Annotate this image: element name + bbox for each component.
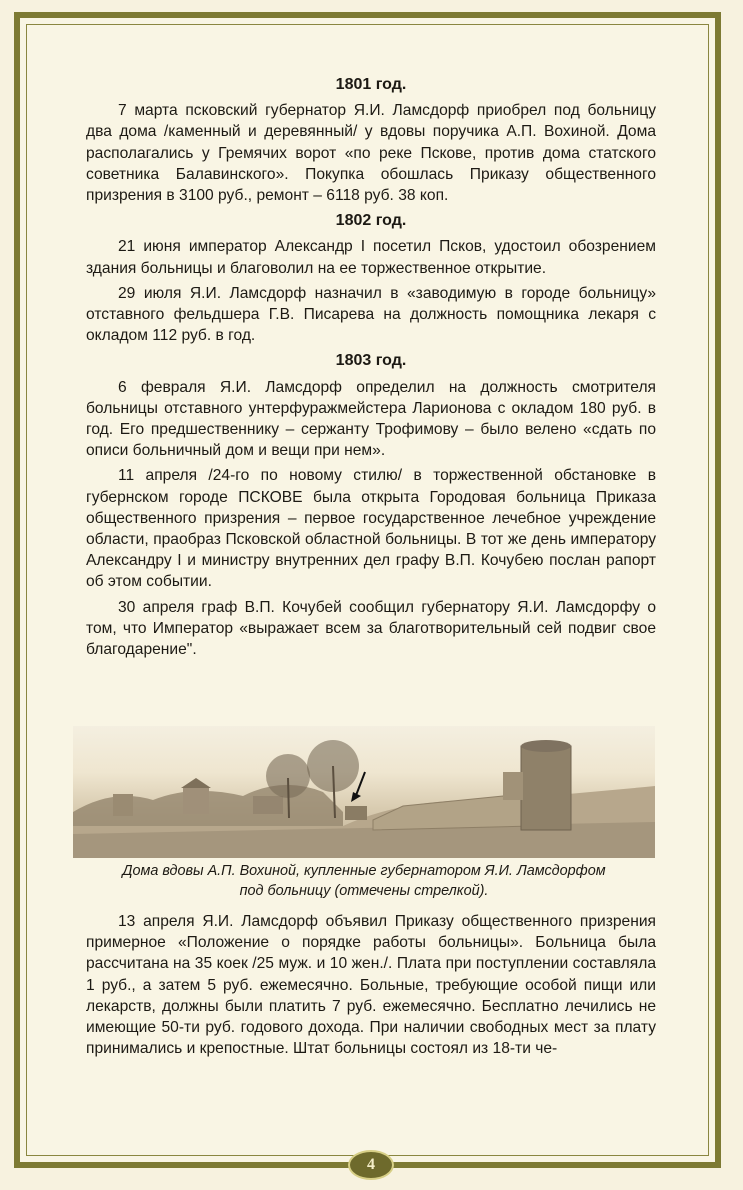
paragraph-1803-c: 30 апреля граф В.П. Кочубей сообщил губернатору Я.И. Ламсдорфу о том, что Император «выражает всем за благотворительный сей подвиг свое благодарение". <box>86 598 656 659</box>
paragraph-1802-a: 21 июня император Александр I посетил Псков, удостоил обозрением здания больницы и благоволил на ее торжественное открытие. <box>86 238 656 277</box>
caption-line-2: под больницу (отмечены стрелкой). <box>239 882 489 899</box>
main-text <box>86 74 656 664</box>
paragraph-1803-a: 6 февраля Я.И. Ламсдорф определил на должность смотрителя больницы отставного унтерфуражмейстера Ларионова с окладом 180 руб. в год. Его предшественнику – сержанту Трофимову – было велено «сдать по описи больничный дом и вещи при нем». <box>86 378 656 460</box>
paragraph-1801-a: 7 марта псковский губернатор Я.И. Ламсдорф приобрел под больницу два дома /каменный и деревянный/ у вдовы поручика А.П. Вохиной. Дома располагались у Гремячих ворот «по реке Пскове, против дома статского советника Балавинского». Покупка обошлась Приказу общественного призрения в 3100 руб., ремонт – 6118 руб. 38 коп. <box>86 102 656 205</box>
paragraph-1803-b: 11 апреля /24-го по новому стилю/ в торжественной обстановке в губернском городе ПСКОВЕ была открыта Городовая больница Приказа общественного призрения – первое государственное лечебное учреждение области, праобраз Псковской областной больницы. В тот же день императору Александру I и министру внутренних дел графу В.П. Кочубею послан рапорт об этом событии. <box>86 467 656 591</box>
photo-caption <box>73 862 655 901</box>
paragraph-1802-b: 29 июля Я.И. Ламсдорф назначил в «заводимую в городе больницу» отставного фельдшера Г.В. Писарева на должность помощника лекаря с окладом 112 руб. в год. <box>86 284 656 345</box>
page-number: 4 <box>367 1156 375 1173</box>
year-heading-1802: 1802 год. <box>335 212 407 230</box>
page-number-badge <box>348 1150 394 1180</box>
paragraph-1803-d: 13 апреля Я.И. Ламсдорф объявил Приказу общественного призрения примерное «Положение о порядке работы больницы». Больница была рассчитана на 35 коек /25 муж. и 10 жен./. Плата при поступлении составляла 1 руб., а затем 5 руб. ежемесячно. Больные, требующие особой пищи или лекарств, должны были платить 7 руб. ежемесячно. Бесплатно лечились не имеющие 50-ти руб. годового дохода. При наличии свободных мест за плату принимались и крепостные. Штат больницы состоял из 18-ти че- <box>86 913 656 1058</box>
historic-photo <box>73 726 655 858</box>
continuation-text <box>86 911 656 1063</box>
year-heading-1803: 1803 год. <box>335 352 407 370</box>
photo-illustration <box>73 726 655 858</box>
year-heading-1801: 1801 год. <box>335 76 407 93</box>
caption-line-1: Дома вдовы А.П. Вохиной, купленные губернатором Я.И. Ламсдорфом <box>122 863 606 879</box>
